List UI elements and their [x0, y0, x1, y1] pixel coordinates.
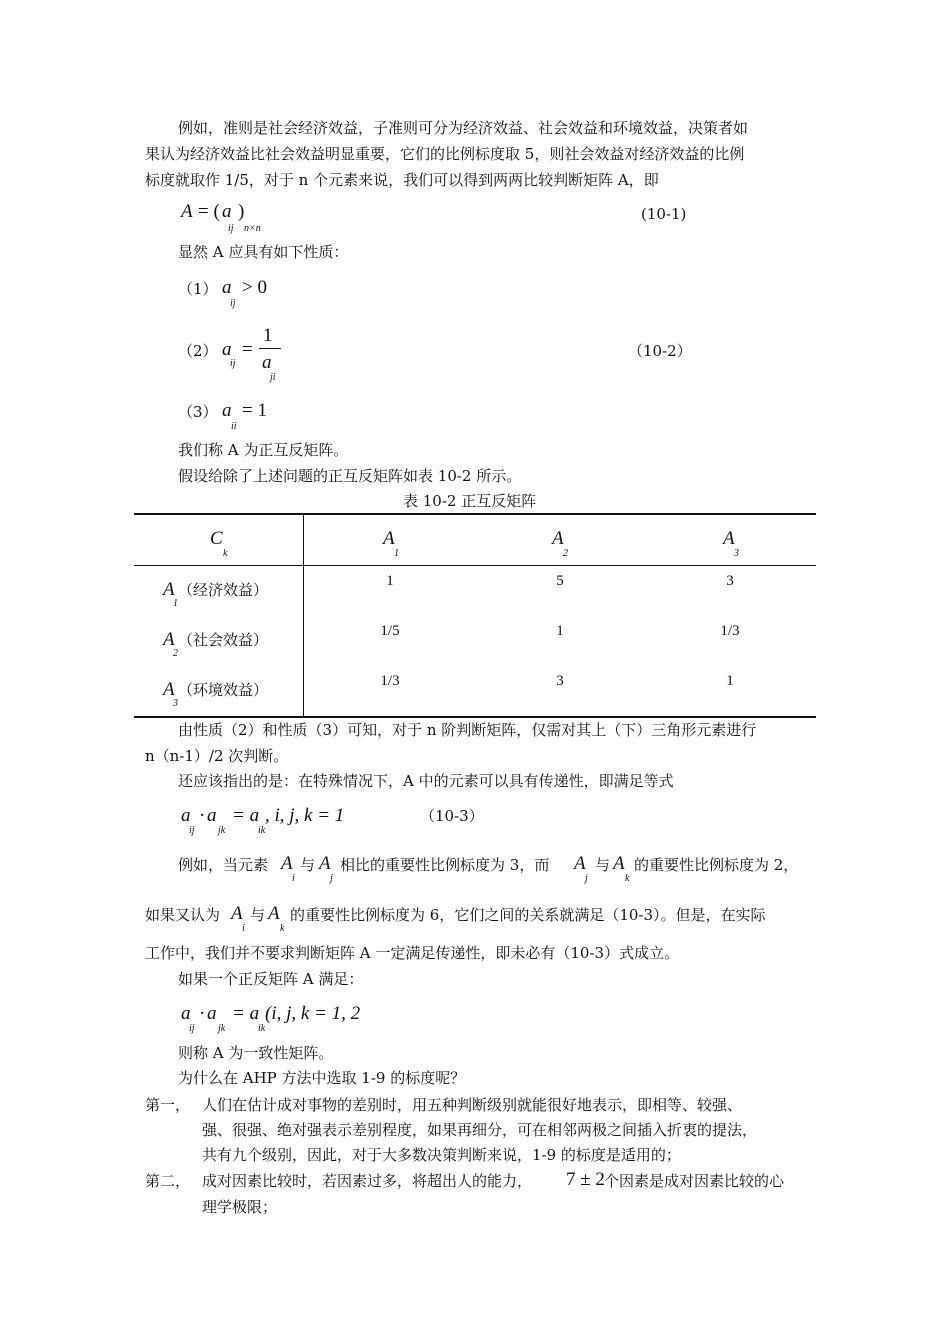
- eq101-lhs: A: [181, 201, 193, 222]
- eqc-eq: = a: [232, 1003, 260, 1024]
- prop2-sub: ij: [230, 358, 236, 369]
- eq103-a2: a: [207, 805, 217, 826]
- row3-col1: 1/3: [380, 673, 400, 689]
- para1-line2: 果认为经济效益比社会效益明显重要，它们的比例标度取 5，则社会效益对经济效益的比例: [145, 145, 745, 163]
- example-Ai2: A: [231, 903, 243, 924]
- row2-col3: 1/3: [720, 623, 740, 639]
- para1-line3: 标度就取作 1/5，对于 n 个元素来说，我们可以得到两两比较判断矩阵 A，即: [145, 171, 659, 189]
- example-sub-i2: i: [242, 923, 245, 934]
- prop2-rel: =: [242, 339, 253, 360]
- example-sub-k2: k: [280, 923, 285, 934]
- example-t2: 与: [300, 856, 316, 874]
- prop2-den-sub: ji: [270, 372, 276, 383]
- para2-line2: n（n-1）/2 次判断。: [145, 747, 289, 765]
- header-criterion-sub: k: [223, 548, 228, 559]
- example-t8: 的重要性比例标度为 6，它们之间的关系就满足（10-3）。但是，在实际: [290, 906, 766, 924]
- eq101-sub-nxn: n×n: [244, 223, 261, 234]
- prop1-num: （1）: [178, 280, 218, 298]
- row3-sub: 3: [173, 698, 178, 709]
- row2-sym: A: [163, 629, 175, 650]
- second-math: 7 ± 2: [566, 1169, 605, 1190]
- eq103-s3: ik: [258, 825, 266, 836]
- header-col-2: A: [552, 528, 564, 549]
- example-sub-j2: j: [585, 873, 588, 884]
- prop1-rel: > 0: [242, 277, 267, 298]
- eq103-s2: jk: [218, 825, 226, 836]
- header-col-1: A: [383, 528, 395, 549]
- second-label: 第二，: [145, 1172, 191, 1190]
- why-question: 为什么在 AHP 方法中选取 1-9 的标度呢？: [178, 1069, 466, 1087]
- fraction-bar: [259, 348, 281, 349]
- prop3-sub: ii: [231, 421, 237, 432]
- example-Aj2: A: [574, 853, 586, 874]
- eq103-eq: = a: [232, 805, 260, 826]
- example-sub-k: k: [625, 873, 630, 884]
- example-Ak: A: [613, 853, 625, 874]
- example-sub-j: j: [330, 873, 333, 884]
- header-col-3: A: [723, 528, 735, 549]
- row3-col3: 1: [726, 673, 734, 689]
- prop3-a: a: [222, 400, 232, 421]
- example-t1: 例如，当元素: [178, 856, 269, 874]
- table-top-rule: [134, 513, 816, 515]
- eq103-rest: , i, j, k = 1: [265, 805, 345, 826]
- example-Ak2: A: [268, 903, 280, 924]
- example-Ai: A: [281, 853, 293, 874]
- row2-sub: 2: [173, 648, 178, 659]
- eq103-a1: a: [181, 805, 191, 826]
- row1-col1: 1: [386, 573, 394, 589]
- prop2-a: a: [222, 339, 232, 360]
- transitivity-intro: 还应该指出的是：在特殊情况下，A 中的元素可以具有传递性，即满足等式: [178, 772, 674, 790]
- eqc-rest: (i, j, k = 1, 2: [265, 1003, 361, 1024]
- second-t1: 成对因素比较时，若因素过多，将超出人的能力，: [202, 1172, 533, 1190]
- eqc-dot: ·: [199, 1003, 206, 1024]
- eq101-label: (10-1): [641, 205, 687, 223]
- example-t4: 与: [595, 856, 611, 874]
- eq103-dot: ·: [199, 805, 206, 826]
- eqc-a1: a: [181, 1003, 191, 1024]
- properties-intro: 显然 A 应具有如下性质：: [178, 243, 349, 261]
- eq102-label: （10-2）: [628, 342, 692, 360]
- para2-line1: 由性质（2）和性质（3）可知，对于 n 阶判断矩阵，仅需对其上（下）三角形元素进行: [178, 721, 757, 739]
- prop2-den-a: a: [262, 352, 272, 373]
- row1-sym: A: [163, 579, 175, 600]
- eq101-eq: = (: [198, 201, 220, 222]
- eqc-s1: ij: [189, 1023, 195, 1034]
- example-t5: 的重要性比例标度为 2，: [634, 856, 799, 874]
- example-Aj: A: [319, 853, 331, 874]
- example-t9: 工作中，我们并不要求判断矩阵 A 一定满足传递性，即未必有（10-3）式成立。: [145, 944, 680, 962]
- eqc-s2: jk: [218, 1023, 226, 1034]
- prop3-num: （3）: [178, 403, 218, 421]
- row3-label: （环境效益）: [178, 681, 269, 699]
- eq103-label: （10-3）: [420, 807, 484, 825]
- row1-col3: 3: [726, 573, 734, 589]
- prop3-rel: = 1: [242, 400, 267, 421]
- eqc-s3: ik: [258, 1023, 266, 1034]
- consistency-call: 则称 A 为一致性矩阵。: [178, 1044, 334, 1062]
- first-line2: 强、很强、绝对强表示差别程度，如果再细分，可在相邻两极之间插入折衷的提法，: [202, 1121, 758, 1139]
- para1-line1: 例如，准则是社会经济效益，子准则可分为经济效益、社会效益和环境效益，决策者如: [178, 119, 749, 137]
- first-label: 第一，: [145, 1096, 191, 1114]
- row2-col1: 1/5: [380, 623, 400, 639]
- first-line1: 人们在估计成对事物的差别时，用五种判断级别就能很好地表示，即相等、较强、: [202, 1096, 743, 1114]
- table-header-rule: [134, 565, 816, 566]
- table-caption: 表 10-2 正互反矩阵: [403, 492, 537, 510]
- header-criterion: C: [210, 528, 223, 549]
- row3-col2: 3: [556, 673, 564, 689]
- row1-label: （经济效益）: [178, 581, 269, 599]
- eq101-sub-ij: ij: [228, 223, 234, 234]
- eqc-a2: a: [207, 1003, 217, 1024]
- row1-col2: 5: [556, 573, 564, 589]
- example-t3: 相比的重要性比例标度为 3，而: [340, 856, 550, 874]
- row1-sub: 1: [173, 598, 178, 609]
- assume-text: 假设给除了上述问题的正互反矩阵如表 10-2 所示。: [178, 467, 522, 485]
- call-matrix: 我们称 A 为正互反矩阵。: [178, 441, 349, 459]
- row2-label: （社会效益）: [178, 631, 269, 649]
- consistency-intro: 如果一个正反矩阵 A 满足：: [178, 970, 364, 988]
- header-col-1-sub: 1: [394, 548, 399, 559]
- eq101-a: a: [222, 201, 232, 222]
- first-line3: 共有九个级别，因此，对于大多数决策判断来说，1-9 的标度是适用的；: [202, 1146, 681, 1164]
- row2-col2: 1: [556, 623, 564, 639]
- header-col-3-sub: 3: [734, 548, 739, 559]
- prop2-num: （2）: [178, 342, 218, 360]
- header-col-2-sub: 2: [563, 548, 568, 559]
- prop1-a: a: [222, 277, 232, 298]
- table-column-divider: [303, 514, 304, 717]
- example-sub-i: i: [292, 873, 295, 884]
- row3-sym: A: [163, 679, 175, 700]
- example-t7: 与: [250, 906, 266, 924]
- eq103-s1: ij: [189, 825, 195, 836]
- prop2-numerator: 1: [263, 325, 273, 346]
- second-t2: 个因素是成对因素比较的心: [604, 1172, 785, 1190]
- table-bottom-rule: [134, 716, 816, 718]
- eq101-close: ): [238, 201, 245, 222]
- second-line2: 理学极限；: [202, 1198, 278, 1216]
- example-t6: 如果又认为: [145, 906, 221, 924]
- prop1-sub: ij: [230, 298, 236, 309]
